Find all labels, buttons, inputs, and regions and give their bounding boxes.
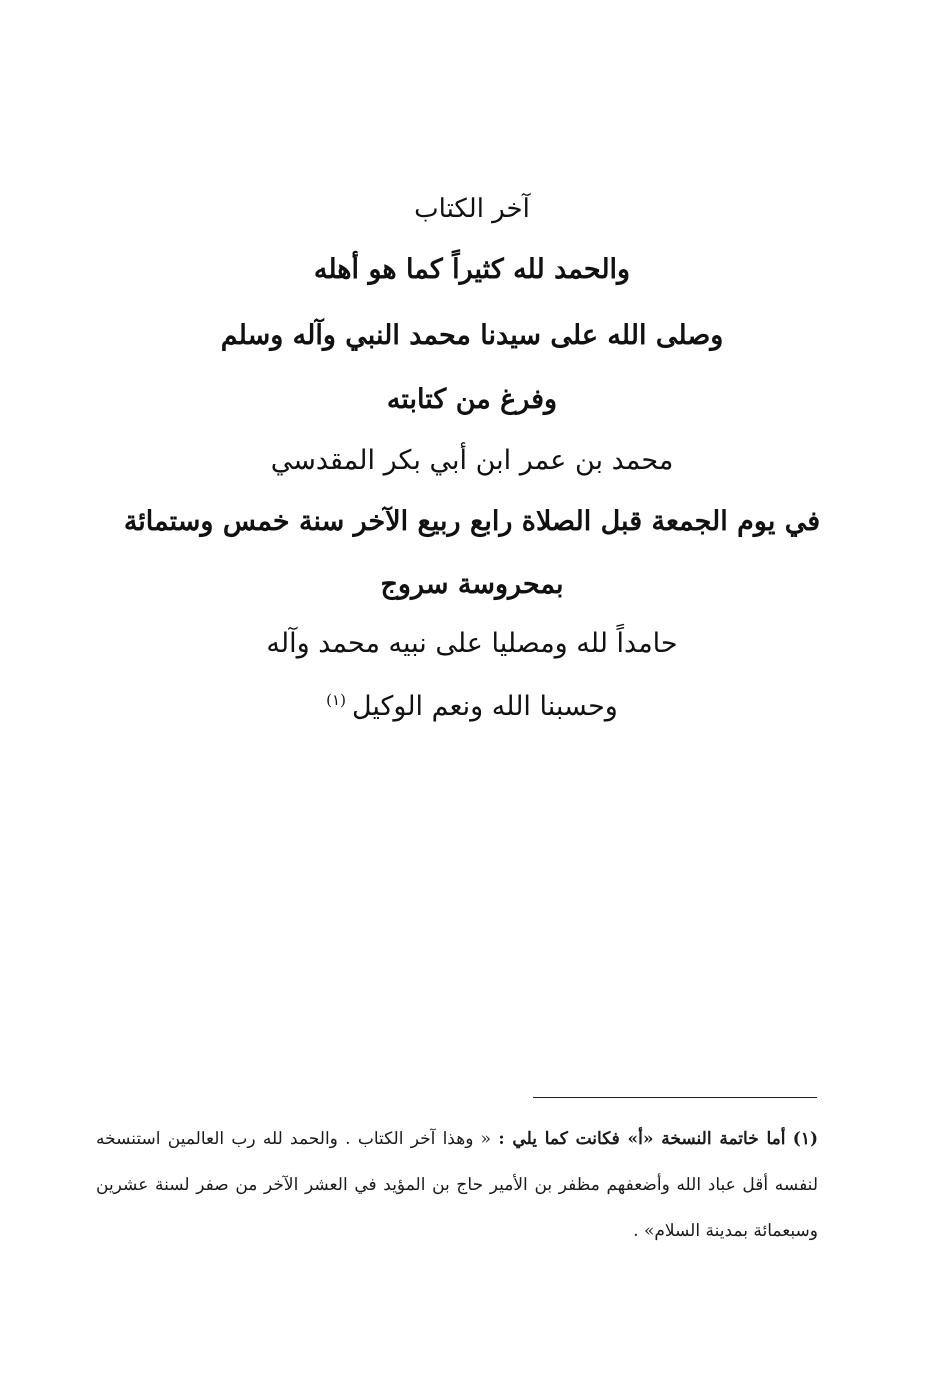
footnote-number: (١) bbox=[792, 1129, 819, 1149]
colophon-line-scribe: محمد بن عمر ابن أبي بكر المقدسي bbox=[270, 445, 674, 476]
colophon-line-completed: وفرغ من كتابته bbox=[386, 384, 558, 415]
footnote-divider bbox=[533, 1097, 817, 1098]
colophon-line-praise: والحمد لله كثيراً كما هو أهله bbox=[313, 254, 631, 285]
colophon-line-closing bbox=[0, 693, 944, 720]
footnote-text: « وهذا آخر الكتاب . والحمد لله رب العالمين استنسخه لنفسه أقل عباد الله وأضعفهم مظفر بن الأمير حاج بن المؤيد في العشر الآخر من صفر لسنة عشرين وسبعمائة بمدينة السلام» . bbox=[96, 1129, 818, 1241]
colophon-line-date: في يوم الجمعة قبل الصلاة رابع ربيع الآخر سنة خمس وستمائة bbox=[123, 506, 821, 537]
footnote-lead: أما خاتمة النسخة «أ» فكانت كما يلي : bbox=[498, 1129, 786, 1149]
colophon-closing-text: وحسبنا الله ونعم الوكيل bbox=[351, 691, 618, 722]
colophon-title: آخر الكتاب bbox=[414, 194, 530, 224]
colophon-line-place: بمحروسة سروج bbox=[380, 569, 564, 600]
colophon-line-blessing: وصلى الله على سيدنا محمد النبي وآله وسلم bbox=[220, 320, 724, 351]
footnote bbox=[96, 1116, 818, 1254]
footnote-reference: (١) bbox=[326, 691, 346, 709]
colophon-line-praising: حامداً لله ومصليا على نبيه محمد وآله bbox=[266, 628, 678, 659]
